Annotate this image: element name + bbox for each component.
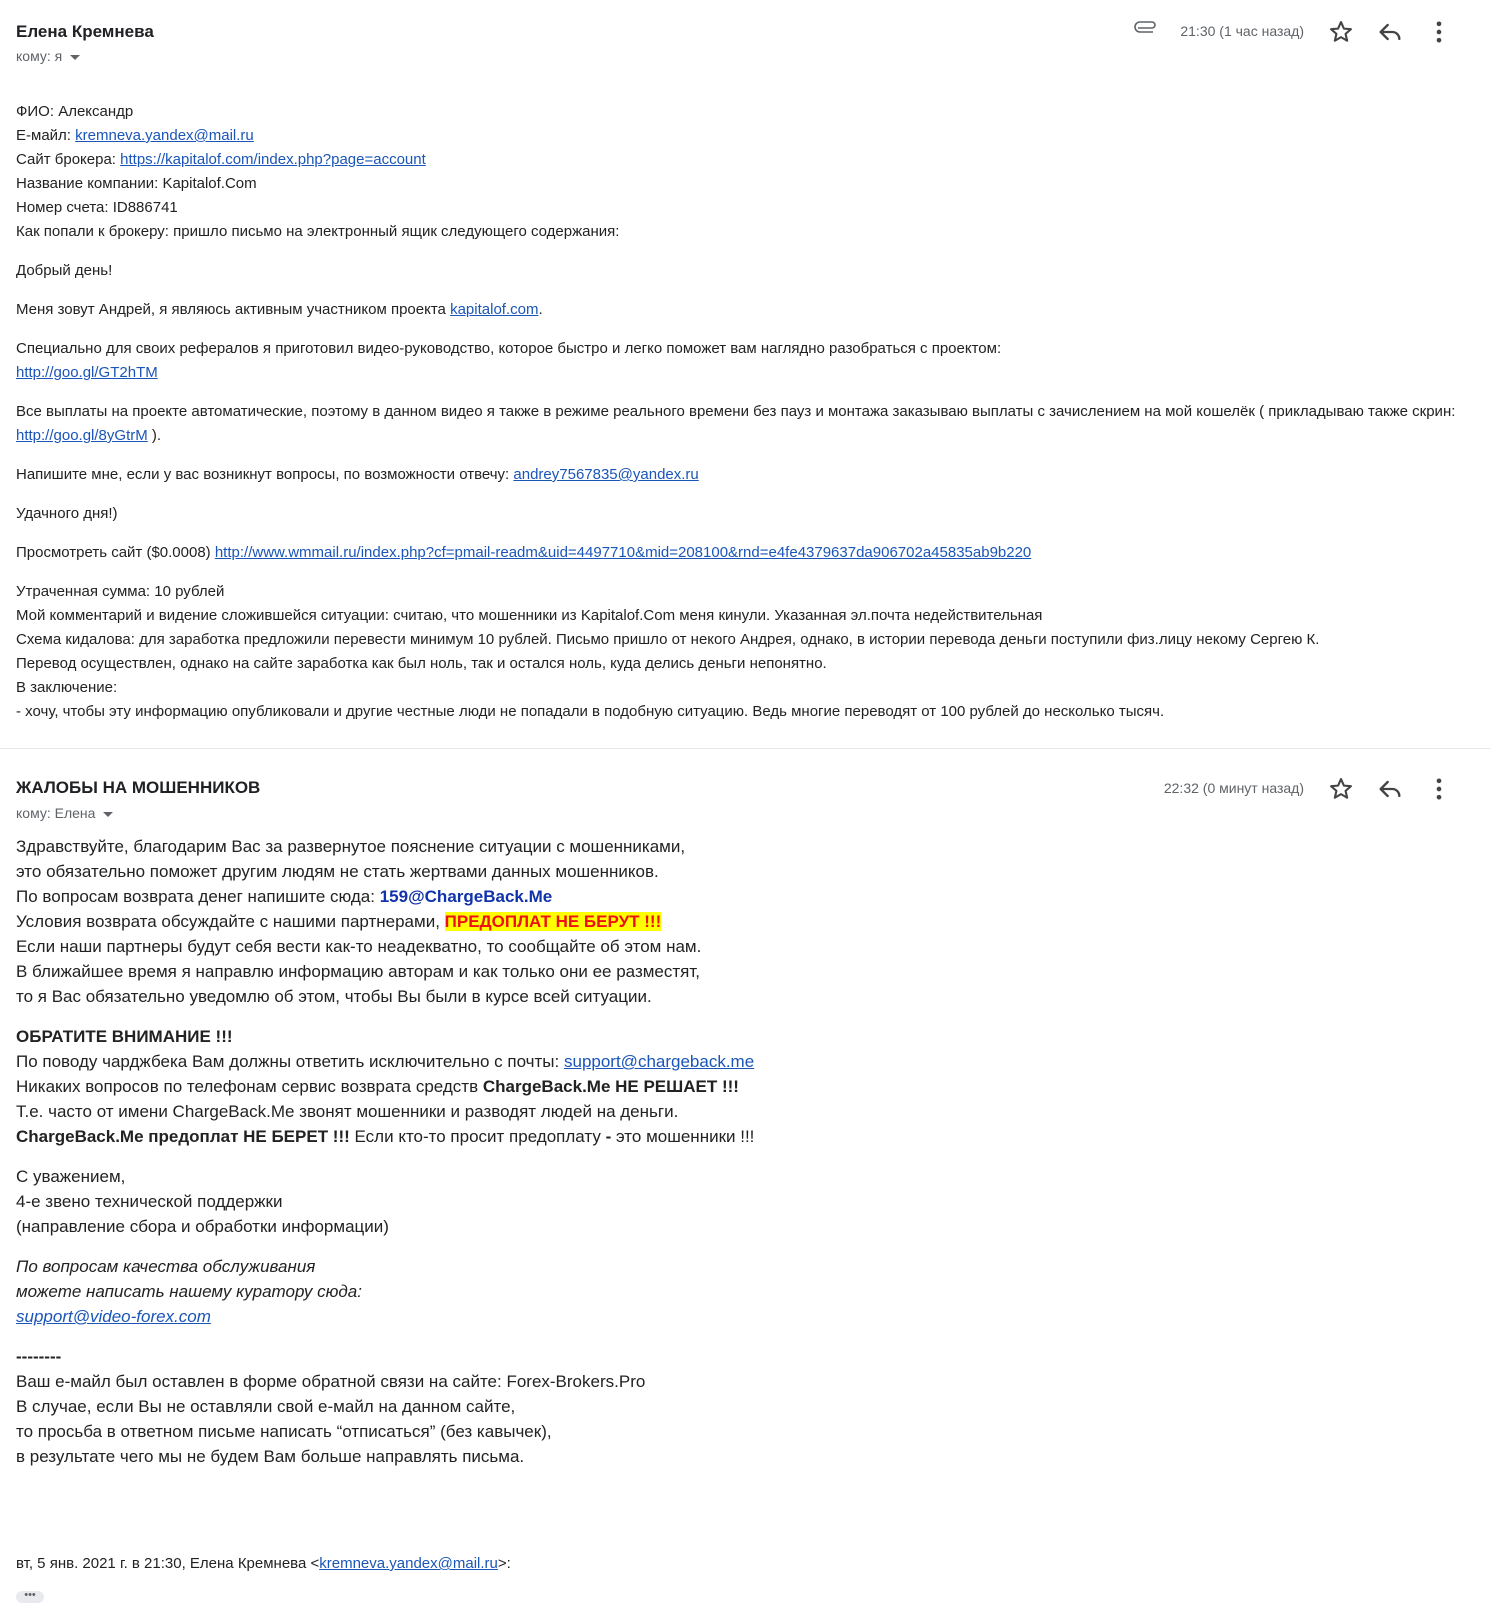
scheme-continued-line: Перевод осуществлен, однако на сайте заработка как был ноль, так и остался ноль, куда делись деньги непонятно. xyxy=(16,655,827,672)
recipient-label: кому: я xyxy=(16,48,63,64)
recipient-label: кому: Елена xyxy=(16,805,96,821)
attention-line-2: Никаких вопросов по телефонам сервис возврата средств ChargeBack.Me НЕ РЕШАЕТ !!! xyxy=(16,1077,739,1096)
attention-heading: ОБРАТИТЕ ВНИМАНИЕ !!! xyxy=(16,1027,233,1046)
broker-site-link[interactable]: https://kapitalof.com/index.php?page=account xyxy=(120,151,426,168)
caret-down-icon xyxy=(103,812,113,817)
reply-line-6: В ближайшее время я направлю информацию авторам и как только они ее разместят, xyxy=(16,962,701,981)
greeting-line: Добрый день! xyxy=(16,262,113,279)
attention-line-3: Т.е. часто от имени ChargeBack.Me звонят мошенники и разводят людей на деньги. xyxy=(16,1102,679,1121)
star-icon[interactable] xyxy=(1327,775,1355,803)
paperclip-icon xyxy=(1134,20,1158,41)
reply-icon[interactable] xyxy=(1376,18,1404,46)
sender-email-link[interactable]: kremneva.yandex@mail.ru xyxy=(75,127,254,144)
caret-down-icon xyxy=(70,55,80,60)
star-icon[interactable] xyxy=(1327,18,1355,46)
project-link[interactable]: kapitalof.com xyxy=(450,301,539,318)
view-site-link[interactable]: http://www.wmmail.ru/index.php?cf=pmail-readm&uid=4497710&mid=208100&rnd=e4fe4379637da906702a45835ab9b220 xyxy=(214,544,1032,561)
message-body xyxy=(16,100,1483,724)
comment-line: Мой комментарий и видение сложившейся ситуации: считаю, что мошенники из Kapitalof.Com меня кинули. Указанная эл.почта недействительная xyxy=(16,607,1043,624)
quoted-email-link[interactable]: kremneva.yandex@mail.ru xyxy=(319,1555,498,1572)
support-chargeback-link[interactable]: support@chargeback.me xyxy=(563,1052,755,1071)
recipient-toggle[interactable] xyxy=(16,48,80,64)
message-body xyxy=(16,834,1483,1469)
curator-email-link[interactable]: support@video-forex.com xyxy=(16,1307,211,1326)
chargeback-email: 159@ChargeBack.Me xyxy=(379,887,553,906)
broker-site-line: Сайт брокера: https://kapitalof.com/index.php?page=account xyxy=(16,151,426,168)
message-divider xyxy=(0,748,1490,749)
footer-line-1: Ваш е-майл был оставлен в форме обратной связи на сайте: Forex-Brokers.Pro xyxy=(16,1372,646,1391)
quality-line-1: По вопросам качества обслуживания xyxy=(16,1257,316,1276)
contact-line: Напишите мне, если у вас возникнут вопросы, по возможности отвечу: andrey7567835@yandex.ru xyxy=(16,466,699,483)
highlight-warning: ПРЕДОПЛАТ НЕ БЕРУТ !!! xyxy=(444,912,662,931)
signature-line-1: 4-е звено технической поддержки xyxy=(16,1192,283,1211)
quality-line-2: можете написать нашему куратору сюда: xyxy=(16,1282,362,1301)
email-line: Е-майл: kremneva.yandex@mail.ru xyxy=(16,127,254,144)
how-line: Как попали к брокеру: пришло письмо на электронный ящик следующего содержания: xyxy=(16,223,620,240)
footer-line-4: в результате чего мы не будем Вам больше направлять письма. xyxy=(16,1447,525,1466)
conclusion-label: В заключение: xyxy=(16,679,118,696)
conclusion-line: - хочу, чтобы эту информацию опубликовали и другие честные люди не попадали в подобную ситуацию. Ведь многие переводят от 100 рублей до несколько тысяч. xyxy=(16,703,1165,720)
reply-line-1: Здравствуйте, благодарим Вас за развернутое пояснение ситуации с мошенниками, xyxy=(16,837,686,856)
more-vert-icon[interactable] xyxy=(1425,18,1453,46)
account-line: Номер счета: ID886741 xyxy=(16,199,178,216)
reply-line-2: это обязательно поможет другим людям не стать жертвами данных мошенников. xyxy=(16,862,659,881)
regards-line: С уважением, xyxy=(16,1167,126,1186)
view-site-line: Просмотреть сайт ($0.0008) http://www.wmmail.ru/index.php?cf=pmail-readm&uid=4497710&mid=208100&rnd=e4fe4379637da906702a45835ab9b220 xyxy=(16,544,1032,561)
more-vert-icon[interactable] xyxy=(1425,775,1453,803)
sender-name[interactable]: Елена Кремнева xyxy=(16,22,154,41)
recipient-toggle[interactable] xyxy=(16,805,113,821)
quoted-header: вт, 5 янв. 2021 г. в 21:30, Елена Кремнева <kremneva.yandex@mail.ru>: xyxy=(16,1555,511,1572)
reply-line-3: По вопросам возврата денег напишите сюда: 159@ChargeBack.Me xyxy=(16,887,553,906)
reply-line-4: Условия возврата обсуждайте с нашими партнерами, ПРЕДОПЛАТ НЕ БЕРУТ !!! xyxy=(16,912,662,931)
video-line: Специально для своих рефералов я приготовил видео-руководство, которое быстро и легко поможет вам наглядно разобраться с проектом: xyxy=(16,340,1002,357)
contact-email-link[interactable]: andrey7567835@yandex.ru xyxy=(513,466,699,483)
company-line: Название компании: Kapitalof.Com xyxy=(16,175,257,192)
footer-line-3: то просьба в ответном письме написать “отписаться” (без кавычек), xyxy=(16,1422,552,1441)
signature-line-2: (направление сбора и обработки информации) xyxy=(16,1217,389,1236)
fio-line: ФИО: Александр xyxy=(16,103,134,120)
scheme-line: Схема кидалова: для заработка предложили перевести минимум 10 рублей. Письмо пришло от некого Андрея, однако, в истории перевода деньги поступили физ.лицу некому Сергею К. xyxy=(16,631,1320,648)
attention-line-1: По поводу чарджбека Вам должны ответить исключительно с почты: support@chargeback.me xyxy=(16,1052,755,1071)
screenshot-link[interactable]: http://goo.gl/8yGtrM xyxy=(16,427,148,444)
sender-name[interactable]: ЖАЛОБЫ НА МОШЕННИКОВ xyxy=(16,778,261,797)
reply-line-7: то я Вас обязательно уведомлю об этом, чтобы Вы были в курсе всей ситуации. xyxy=(16,987,652,1006)
message-time: 21:30 (1 час назад) xyxy=(1180,23,1304,39)
bye-line: Удачного дня!) xyxy=(16,505,118,522)
message-time: 22:32 (0 минут назад) xyxy=(1163,780,1304,796)
attention-line-4: ChargeBack.Me предоплат НЕ БЕРЕТ !!! Если кто-то просит предоплату - это мошенники !!! xyxy=(16,1127,755,1146)
reply-line-5: Если наши партнеры будут себя вести как-то неадекватно, то сообщайте об этом нам. xyxy=(16,937,702,956)
payouts-line: Все выплаты на проекте автоматические, поэтому в данном видео я также в режиме реального времени без пауз и монтажа заказываю выплаты с зачислением на мой кошелёк ( прикладываю также скрин: http://goo.gl/8yGtrM ). xyxy=(16,403,1456,444)
separator-line: -------- xyxy=(16,1347,62,1366)
footer-line-2: В случае, если Вы не оставляли свой е-майл на данном сайте, xyxy=(16,1397,516,1416)
video-link[interactable]: http://goo.gl/GT2hTM xyxy=(16,364,158,381)
lost-amount-line: Утраченная сумма: 10 рублей xyxy=(16,583,225,600)
reply-icon[interactable] xyxy=(1376,775,1404,803)
intro-line: Меня зовут Андрей, я являюсь активным участником проекта kapitalof.com. xyxy=(16,301,543,318)
show-trimmed-content-button[interactable]: ••• xyxy=(16,1591,44,1603)
